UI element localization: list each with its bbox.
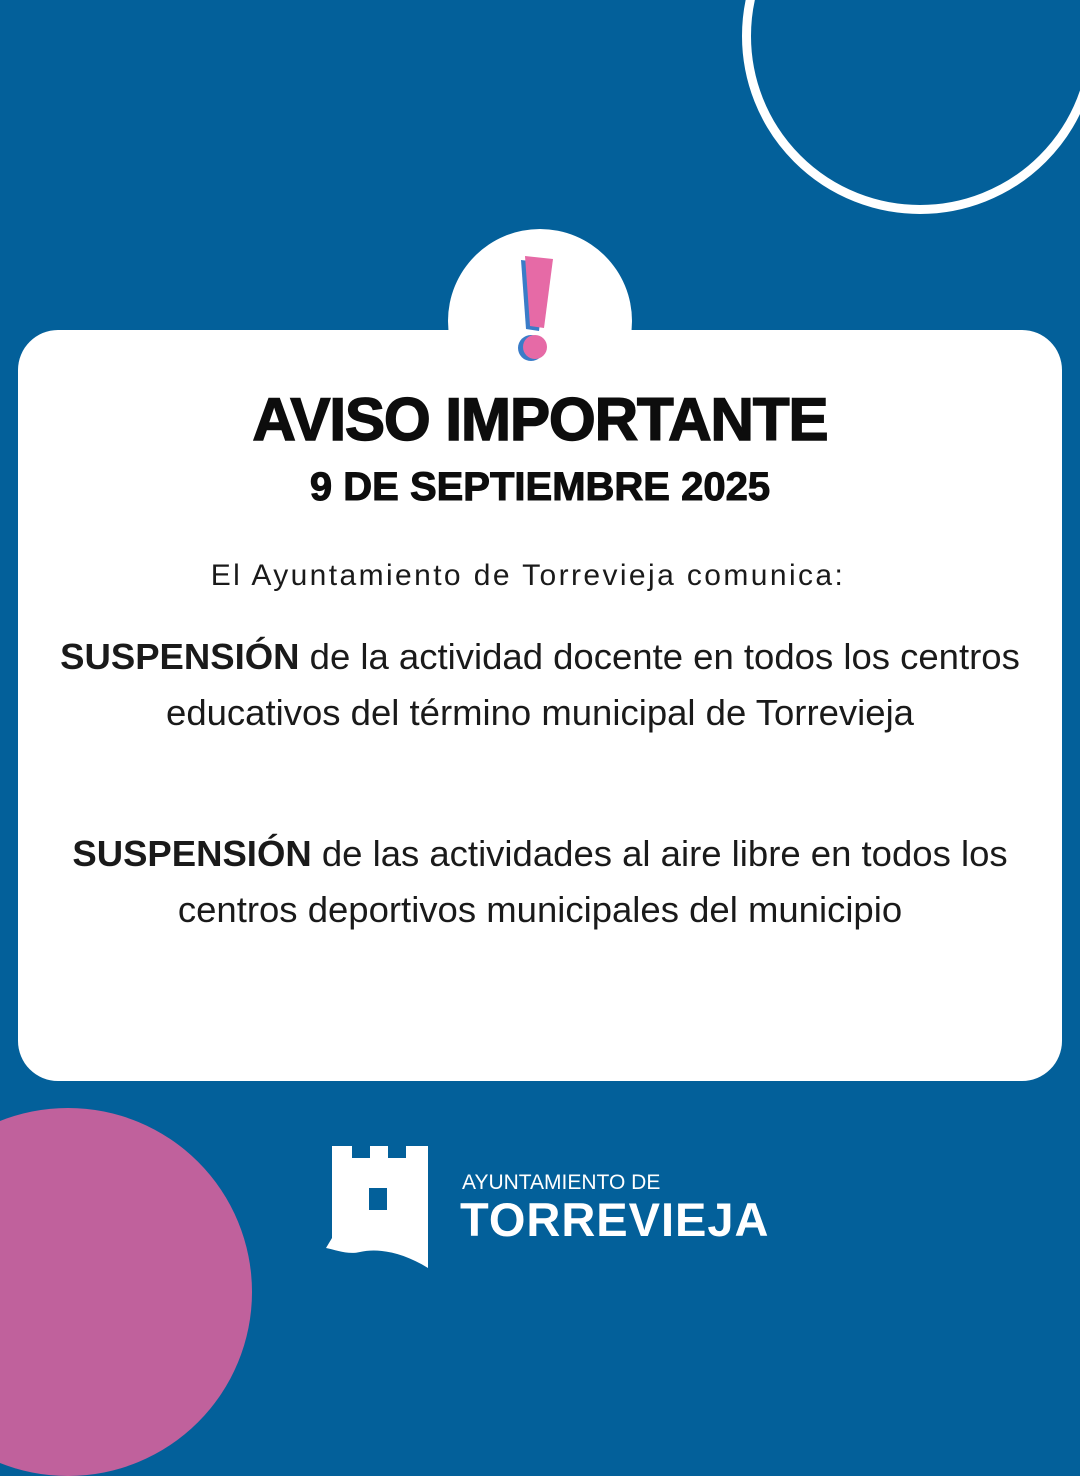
- notice-title: AVISO IMPORTANTE: [252, 386, 828, 453]
- item-text: de las actividades al aire libre en todos los centros deportivos municipales del municipio: [177, 833, 1008, 930]
- item-text: de la actividad docente en todos los centros educativos del término municipal de Torrevieja: [166, 636, 1020, 733]
- notice-intro: El Ayuntamiento de Torrevieja comunica:: [210, 559, 846, 592]
- logo-subtitle: AYUNTAMIENTO DE: [462, 1171, 661, 1194]
- notice-item-outdoor-activities: [40, 826, 1040, 938]
- notice-date: 9 DE SEPTIEMBRE 2025: [309, 465, 771, 509]
- decorative-pink-circle: [0, 1108, 252, 1476]
- exclamation-icon: [507, 252, 567, 372]
- logo-title: TORREVIEJA: [460, 1193, 770, 1246]
- castle-tower-icon: [322, 1142, 432, 1270]
- item-keyword: SUSPENSIÓN: [60, 636, 300, 677]
- item-keyword: SUSPENSIÓN: [72, 833, 312, 874]
- notice-item-school-closure: [40, 629, 1040, 741]
- decorative-ring: [742, 0, 1080, 214]
